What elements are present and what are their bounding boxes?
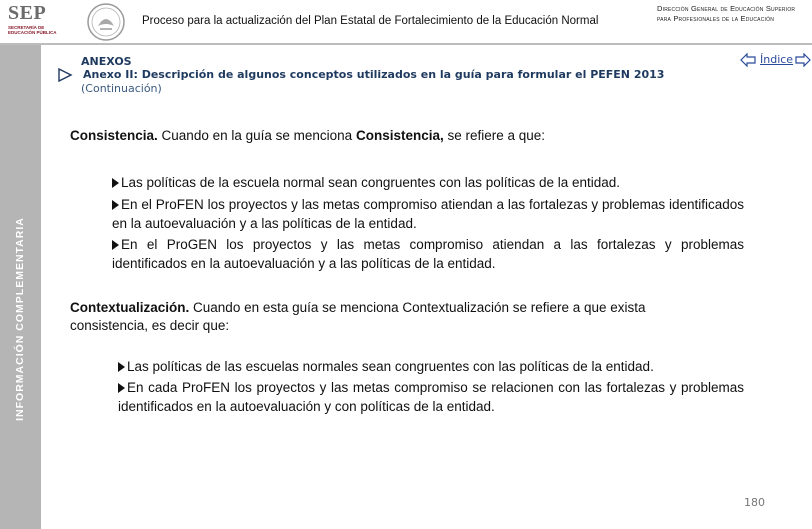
header — [0, 0, 812, 44]
document-title: Proceso para la actualización del Plan Estatal de Fortalecimiento de la Educación Normal — [142, 15, 599, 27]
annex-label: Anexo II: — [83, 68, 138, 81]
page-navigation — [740, 52, 812, 68]
bullet-arrow-icon — [118, 383, 125, 393]
list-item: Las políticas de las escuelas normales sean congruentes con las políticas de la entidad. — [118, 357, 744, 376]
consistencia-intro-a: Cuando en la guía se menciona — [161, 128, 353, 143]
sep-logo: SEP — [8, 2, 47, 24]
national-seal-icon — [86, 2, 126, 42]
contextualizacion-intro — [70, 299, 710, 335]
bullet-arrow-icon — [118, 362, 125, 372]
play-triangle-icon — [57, 68, 73, 82]
page-number: 180 — [744, 496, 765, 509]
consistencia-term: Consistencia. — [70, 128, 158, 143]
bullet-arrow-icon — [112, 200, 119, 210]
contextualizacion-intro-text: Cuando en esta guía se menciona Contextualización se refiere a que exista consistencia, es decir que: — [70, 300, 646, 333]
header-divider — [0, 43, 812, 45]
annex-title-text: Descripción de algunos conceptos utilizados en la guía para formular el PEFEN 2013 — [141, 68, 665, 81]
consistencia-intro — [70, 127, 770, 145]
list-item: En cada ProFEN los proyectos y las metas compromiso se relacionen con las fortalezas y problemas identificados en la autoevaluación y con políticas de la entidad. — [118, 380, 744, 414]
continuation-label: (Continuación) — [81, 82, 162, 95]
section-heading: ANEXOS — [81, 55, 132, 68]
sidebar — [0, 45, 41, 529]
consistencia-intro-b: se refiere a que: — [447, 128, 546, 143]
department-name: Dirección General de Educación Superior para Profesionales de la Educación — [657, 4, 796, 23]
bullet-arrow-icon — [112, 240, 119, 250]
previous-arrow-icon[interactable] — [740, 53, 756, 67]
index-link[interactable]: Índice — [760, 53, 794, 66]
sidebar-label: INFORMACIÓN COMPLEMENTARIA — [14, 217, 26, 421]
annex-title — [83, 68, 664, 81]
consistencia-term-2: Consistencia, — [355, 128, 444, 143]
contextualizacion-term: Contextualización. — [70, 300, 190, 315]
list-item: En el ProGEN los proyectos y las metas compromiso atiendan a las fortalezas y problemas identificados en la autoevaluación y a las políticas de la entidad. — [112, 237, 744, 271]
list-item: En el ProFEN los proyectos y las metas compromiso atiendan a las fortalezas y problemas identificados en la autoevaluación y a las políticas de la entidad. — [112, 197, 744, 231]
bullet-arrow-icon — [112, 178, 119, 188]
list-item: Las políticas de la escuela normal sean congruentes con las políticas de la entidad. — [112, 173, 744, 192]
next-arrow-icon[interactable] — [795, 53, 811, 67]
sep-logo-subtext: SECRETARÍA DE EDUCACIÓN PÚBLICA — [8, 25, 57, 35]
